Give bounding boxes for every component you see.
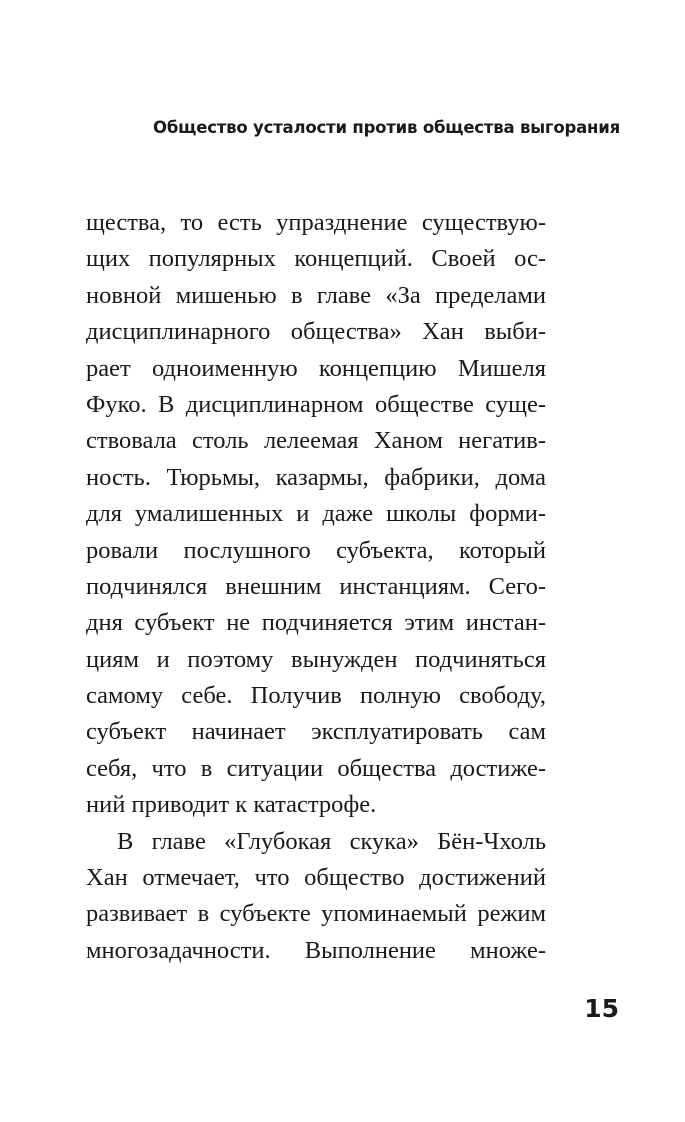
paragraph-start-line: В главе «Глубокая скука» Бён-Чхоль	[117, 827, 546, 855]
text-line: дня субъект не подчиняется этим инстан-	[86, 609, 546, 637]
text-line: рает одноименную концепцию Мишеля	[86, 354, 546, 382]
text-line: циям и поэтому вынужден подчиняться	[86, 645, 546, 673]
text-line: субъект начинает эксплуатировать сам	[86, 718, 546, 746]
text-line: многозадачности. Выполнение множе-	[86, 936, 546, 964]
text-line: самому себе. Получив полную свободу,	[86, 682, 546, 710]
text-line: ствовала столь лелеемая Ханом негатив-	[86, 427, 546, 455]
text-line: для умалишенных и даже школы форми-	[86, 500, 546, 528]
text-line: Хан отмечает, что общество достижений	[86, 864, 546, 892]
text-line: дисциплинарного общества» Хан выби-	[86, 318, 546, 346]
running-header: Общество усталости против общества выгорания	[153, 118, 620, 137]
body-text	[86, 205, 546, 969]
text-line: новной мишенью в главе «За пределами	[86, 281, 546, 309]
text-line: Фуко. В дисциплинарном обществе суще-	[86, 390, 546, 418]
page-number: 15	[584, 994, 619, 1023]
text-line: развивает в субъекте упоминаемый режим	[86, 900, 546, 928]
text-line: щих популярных концепций. Своей ос-	[86, 245, 546, 273]
text-line: ровали послушного субъекта, который	[86, 536, 546, 564]
text-line: щества, то есть упразднение существую-	[86, 209, 546, 236]
text-line: себя, что в ситуации общества достиже-	[86, 754, 546, 782]
paragraph-end-line: ний приводит к катастрофе.	[86, 791, 377, 819]
text-line: ность. Тюрьмы, казармы, фабрики, дома	[86, 463, 546, 491]
text-line: подчинялся внешним инстанциям. Сего-	[86, 572, 546, 600]
